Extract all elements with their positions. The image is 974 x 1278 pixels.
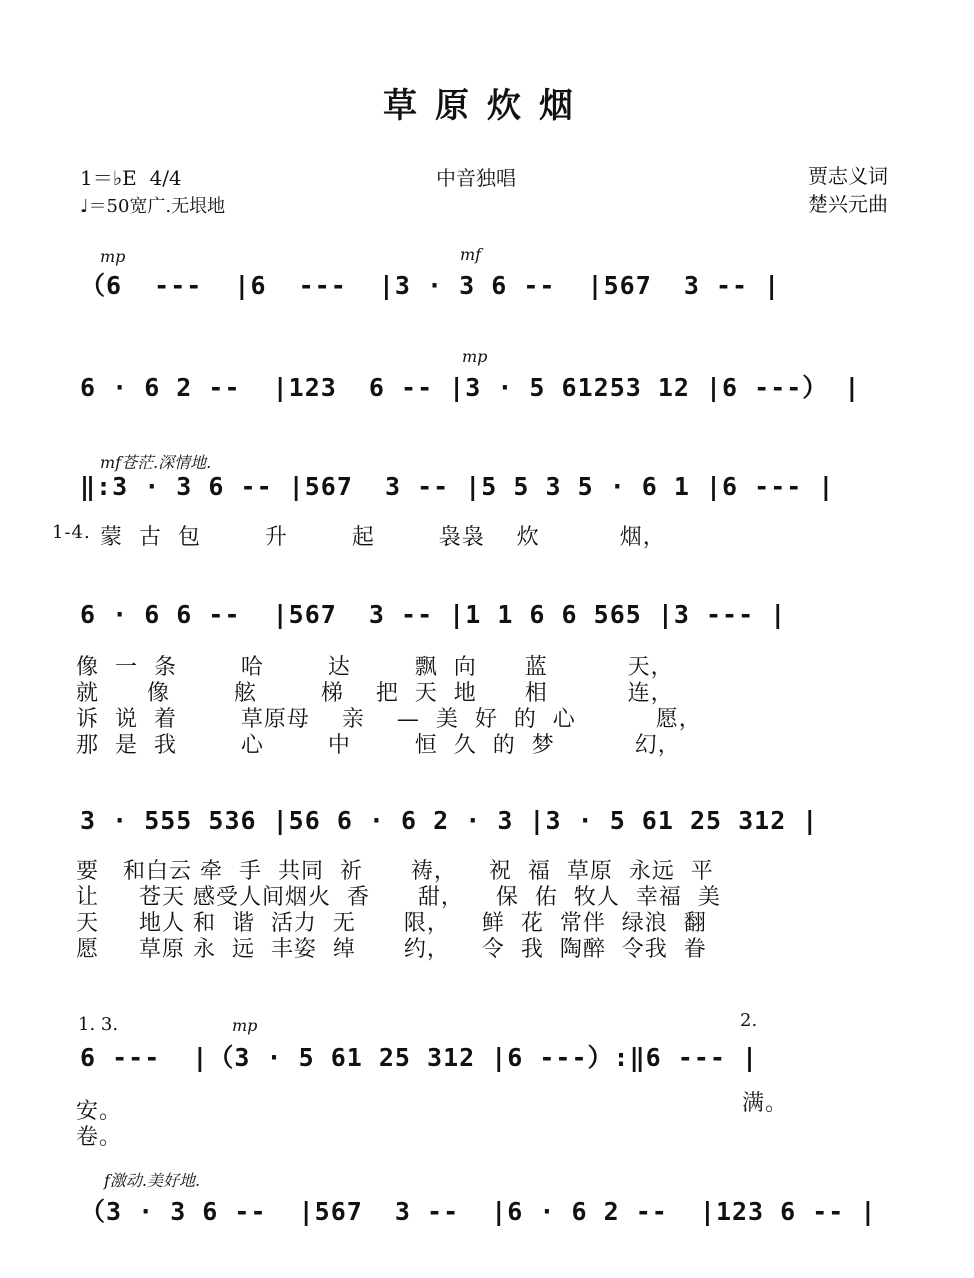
tempo-marking: ♩＝50宽广.无垠地 [80,196,226,217]
lyric-end: 卷。 [76,1125,123,1150]
notation-line-4: 6 · 6 6 -- |567 3 -- |1 1 6 6 565 |3 --- | [80,600,787,629]
lyric-row: 诉 说 着 草原母 亲 — 美 好 的 心 愿， [76,707,702,732]
lyricist-credit: 贾志义词 [808,164,888,188]
dynamic-mark: mf [460,245,482,264]
expression-mark: f激动.美好地. [104,1171,201,1190]
lyric-end: 满。 [742,1091,789,1116]
voice-type: 中音独唱 [436,166,516,190]
notation-line-5: 3 · 555 536 |56 6 · 6 2 · 3 |3 · 5 61 25 312 | [80,806,819,835]
lyric-row: 蒙 古 包 升 起 袅袅 炊 烟， [100,525,666,550]
dynamic-mark: mp [100,247,126,266]
notation-line-1: （6 --- |6 --- |3 · 3 6 -- |567 3 -- | [80,271,781,300]
lyric-row: 那 是 我 心 中 恒 久 的 梦 幻， [76,733,681,758]
notation-line-3: ‖:3 · 3 6 -- |567 3 -- |5 5 3 5 · 6 1 |6 --- | [80,472,835,501]
expression-mark: mf苍茫.深情地. [100,453,212,472]
lyric-row: 天 地人 和 谐 活力 无 限， 鲜 花 常伴 绿浪 翻 [76,911,707,936]
verse-label: 1-4. [52,522,91,543]
dynamic-mark: mp [232,1016,258,1035]
notation-line-2: 6 · 6 2 -- |123 6 -- |3 · 5 61253 12 |6 ---） | [80,373,861,402]
lyric-row: 像 一 条 哈 达 飘 向 蓝 天， [76,655,674,680]
notation-line-7: （3 · 3 6 -- |567 3 -- |6 · 6 2 -- |123 6 -- | [80,1197,877,1226]
lyric-row: 让 苍天 感受人间烟火 香 甜， 保 佑 牧人 幸福 美 [76,885,721,910]
volta-second: 2. [740,1010,758,1031]
dynamic-mark: mp [462,347,488,366]
composer-credit: 楚兴元曲 [808,192,888,216]
lyric-row: 就 像 舷 梯 把 天 地 相 连， [76,681,674,706]
lyric-row: 要 和白云 牵 手 共同 祈 祷， 祝 福 草原 永远 平 [76,859,714,884]
lyric-row: 愿 草原 永 远 丰姿 绰 约， 令 我 陶醉 令我 眷 [76,937,707,962]
notation-line-6: 6 --- |（3 · 5 61 25 312 |6 ---）:‖6 --- | [80,1043,758,1072]
volta-first: 1. 3. [78,1014,119,1035]
page-title: 草原炊烟 [383,86,591,126]
lyric-end: 安。 [76,1099,123,1124]
key-signature: 1＝♭E 4/4 [80,166,182,190]
